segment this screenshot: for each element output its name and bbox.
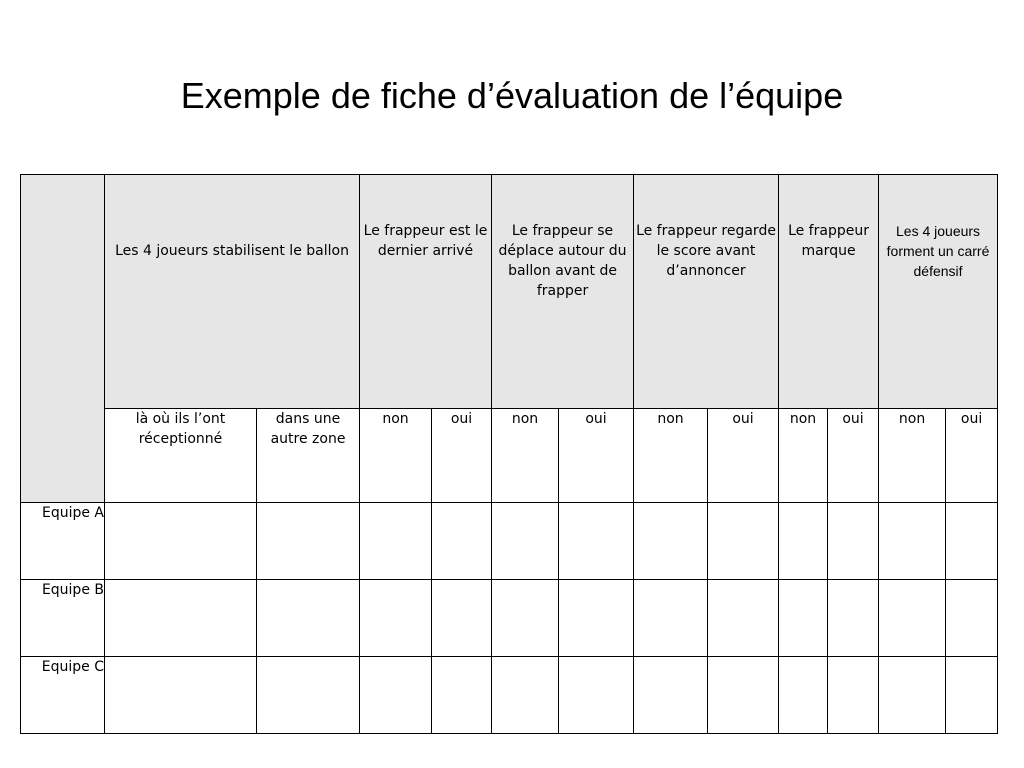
- score-cell[interactable]: [492, 580, 559, 657]
- criterion-header-3: [634, 175, 779, 409]
- score-cell[interactable]: [360, 580, 432, 657]
- score-cell[interactable]: [634, 580, 708, 657]
- criterion-label: Les 4 joueurs forment un carré défensif: [886, 223, 990, 279]
- score-cell[interactable]: [828, 580, 879, 657]
- score-cell[interactable]: [879, 580, 946, 657]
- team-row-a: [21, 503, 998, 580]
- score-cell[interactable]: [360, 503, 432, 580]
- score-cell[interactable]: [779, 580, 828, 657]
- score-cell[interactable]: [432, 503, 492, 580]
- score-cell[interactable]: [105, 657, 257, 734]
- criterion-header-2: [492, 175, 634, 409]
- score-cell[interactable]: [559, 657, 634, 734]
- option-cell: non: [360, 409, 432, 503]
- score-cell[interactable]: [828, 657, 879, 734]
- score-cell[interactable]: [257, 580, 360, 657]
- score-cell[interactable]: [946, 657, 998, 734]
- corner-cell: [21, 175, 105, 503]
- team-label: Equipe A: [21, 503, 105, 580]
- team-row-c: [21, 657, 998, 734]
- option-cell: non: [634, 409, 708, 503]
- score-cell[interactable]: [257, 503, 360, 580]
- score-cell[interactable]: [634, 657, 708, 734]
- score-cell[interactable]: [492, 503, 559, 580]
- score-cell[interactable]: [708, 657, 779, 734]
- score-cell[interactable]: [879, 503, 946, 580]
- score-cell[interactable]: [708, 503, 779, 580]
- option-cell: là où ils l’ont réceptionné: [105, 409, 257, 503]
- criterion-label: Les 4 joueurs stabilisent le ballon: [115, 243, 349, 259]
- option-cell: oui: [946, 409, 998, 503]
- evaluation-table: [20, 174, 998, 734]
- team-label: Equipe C: [21, 657, 105, 734]
- option-cell: dans une autre zone: [257, 409, 360, 503]
- criteria-header-row: [21, 175, 998, 409]
- score-cell[interactable]: [879, 657, 946, 734]
- option-cell: oui: [708, 409, 779, 503]
- option-cell: non: [779, 409, 828, 503]
- criterion-label: Le frappeur se déplace autour du ballon avant de frapper: [498, 223, 627, 299]
- score-cell[interactable]: [559, 503, 634, 580]
- team-row-b: [21, 580, 998, 657]
- score-cell[interactable]: [559, 580, 634, 657]
- score-cell[interactable]: [432, 657, 492, 734]
- criterion-header-5: [879, 175, 998, 409]
- score-cell[interactable]: [708, 580, 779, 657]
- option-cell: oui: [828, 409, 879, 503]
- score-cell[interactable]: [779, 657, 828, 734]
- option-cell: non: [879, 409, 946, 503]
- options-header-row: [21, 409, 998, 503]
- score-cell[interactable]: [257, 657, 360, 734]
- option-cell: oui: [559, 409, 634, 503]
- score-cell[interactable]: [946, 503, 998, 580]
- criterion-header-1: [360, 175, 492, 409]
- score-cell[interactable]: [634, 503, 708, 580]
- team-label: Equipe B: [21, 580, 105, 657]
- criterion-label: Le frappeur est le dernier arrivé: [363, 223, 488, 259]
- page-title: Exemple de fiche d’évaluation de l’équipe: [180, 75, 844, 116]
- criterion-header-4: [779, 175, 879, 409]
- score-cell[interactable]: [105, 503, 257, 580]
- score-cell[interactable]: [432, 580, 492, 657]
- option-cell: non: [492, 409, 559, 503]
- score-cell[interactable]: [779, 503, 828, 580]
- score-cell[interactable]: [946, 580, 998, 657]
- score-cell[interactable]: [105, 580, 257, 657]
- score-cell[interactable]: [492, 657, 559, 734]
- score-cell[interactable]: [360, 657, 432, 734]
- criterion-label: Le frappeur regarde le score avant d’annoncer: [636, 223, 776, 279]
- criterion-header-0: [105, 175, 360, 409]
- score-cell[interactable]: [828, 503, 879, 580]
- criterion-label: Le frappeur marque: [788, 223, 869, 259]
- option-cell: oui: [432, 409, 492, 503]
